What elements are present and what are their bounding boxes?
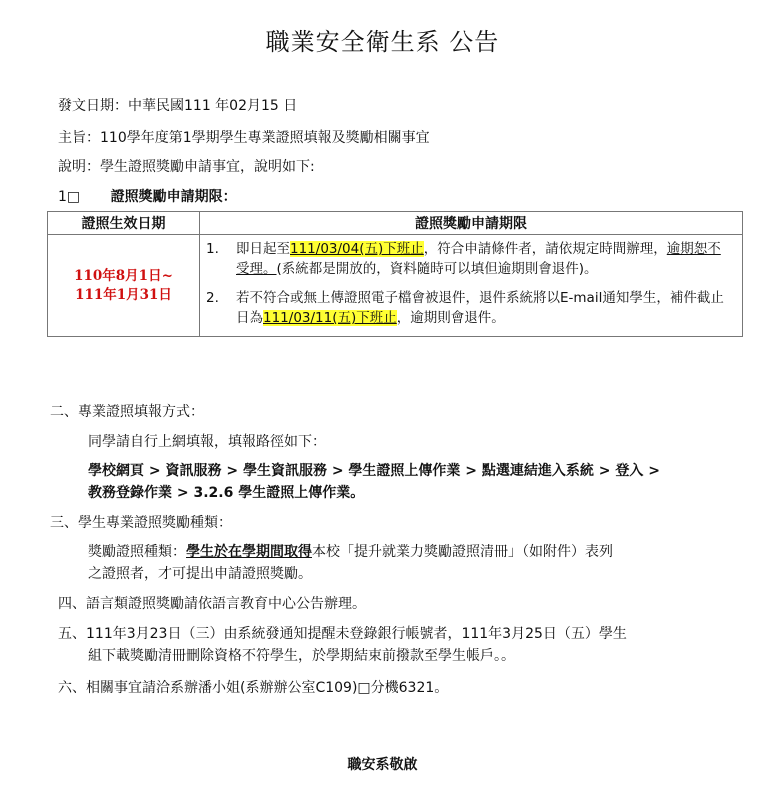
signature: 職安系敬啟	[347, 757, 418, 773]
effective-date-cell	[48, 235, 200, 337]
rule-2-text-a: 若不符合或無上傳證照電子檔會被退件，退件系統將以E-mail通知學生，補件截止日為	[236, 290, 724, 326]
section2-heading: 二、專業證照填報方式：	[50, 404, 204, 420]
section2-intro: 同學請自行上網填報，填報路徑如下：	[88, 434, 326, 450]
section1-number: 1□	[58, 189, 81, 205]
section1-title: 證照獎勵申請期限：	[110, 189, 237, 205]
period-rules-cell	[200, 235, 743, 337]
rule-1	[206, 239, 734, 279]
section3-text-a: 獎勵證照種類：	[88, 544, 186, 560]
issue-date: 發文日期：中華民國111 年02月15 日	[58, 98, 298, 114]
rule-2-text-b: ，逾期則會退件。	[396, 310, 505, 326]
rule-1-text-a: 即日起至	[236, 241, 290, 257]
path-line-2: 教務登錄作業 > 3.2.6 學生證照上傳作業。	[88, 485, 365, 501]
date-start: 110年8月1日~	[74, 267, 173, 284]
rule-1-number: 1.	[206, 241, 219, 257]
header-effective-date: 證照生效日期	[48, 212, 200, 235]
rule-2	[206, 288, 734, 328]
header-application-period: 證照獎勵申請期限	[200, 212, 743, 235]
explanation-line: 說明：學生證照獎勵申請事宜，說明如下:	[58, 159, 315, 175]
application-period-table	[47, 211, 743, 337]
deadline-highlight-1: 111/03/04(五)下班止	[290, 241, 424, 257]
subject-line: 主旨：110學年度第1學期學生專業證照填報及獎勵相關事宜	[58, 130, 430, 146]
rule-1-text-b: ，符合申請條件者，請依規定時間辦理，	[423, 241, 667, 257]
deadline-highlight-2: 111/03/11(五)下班止	[263, 310, 397, 326]
section1-heading	[58, 186, 237, 206]
date-end: 111年1月31日	[75, 286, 172, 303]
path-line-1: 學校網頁 > 資訊服務 > 學生資訊服務 > 學生證照上傳作業 > 點選連結進入系統 > 登入 >	[88, 463, 660, 479]
overdue-notice: 逾期恕不受理。	[236, 241, 721, 277]
page-title: 職業安全衛生系 公告	[265, 28, 500, 56]
section5-line2: 組下載獎勵清冊刪除資格不符學生，於學期結束前撥款至學生帳戶。。	[88, 648, 515, 664]
section5-line1: 五、111年3月23日（三）由系統發通知提醒未登錄銀行帳號者，111年3月25日（五）學生	[58, 626, 627, 642]
table-row	[48, 235, 743, 337]
table-header-row	[48, 212, 743, 235]
section3-line1	[88, 541, 613, 561]
section3-emphasis: 學生於在學期間取得	[186, 544, 312, 560]
section3-text-b: 本校「提升就業力獎勵證照清冊」（如附件）表列	[312, 544, 613, 560]
section6-line: 六、相關事宜請洽系辦潘小姐(系辦辦公室C109)□分機6321。	[58, 680, 449, 696]
section3-heading: 三、學生專業證照獎勵種類：	[50, 515, 232, 531]
rule-1-text-c: (系統都是開放的，資料隨時可以填但逾期則會退件)。	[276, 261, 598, 277]
section3-line2: 之證照者，才可提出申請證照獎勵。	[88, 566, 312, 582]
rule-2-number: 2.	[206, 290, 219, 306]
section4-line: 四、語言類證照獎勵請依語言教育中心公告辦理。	[58, 596, 366, 612]
